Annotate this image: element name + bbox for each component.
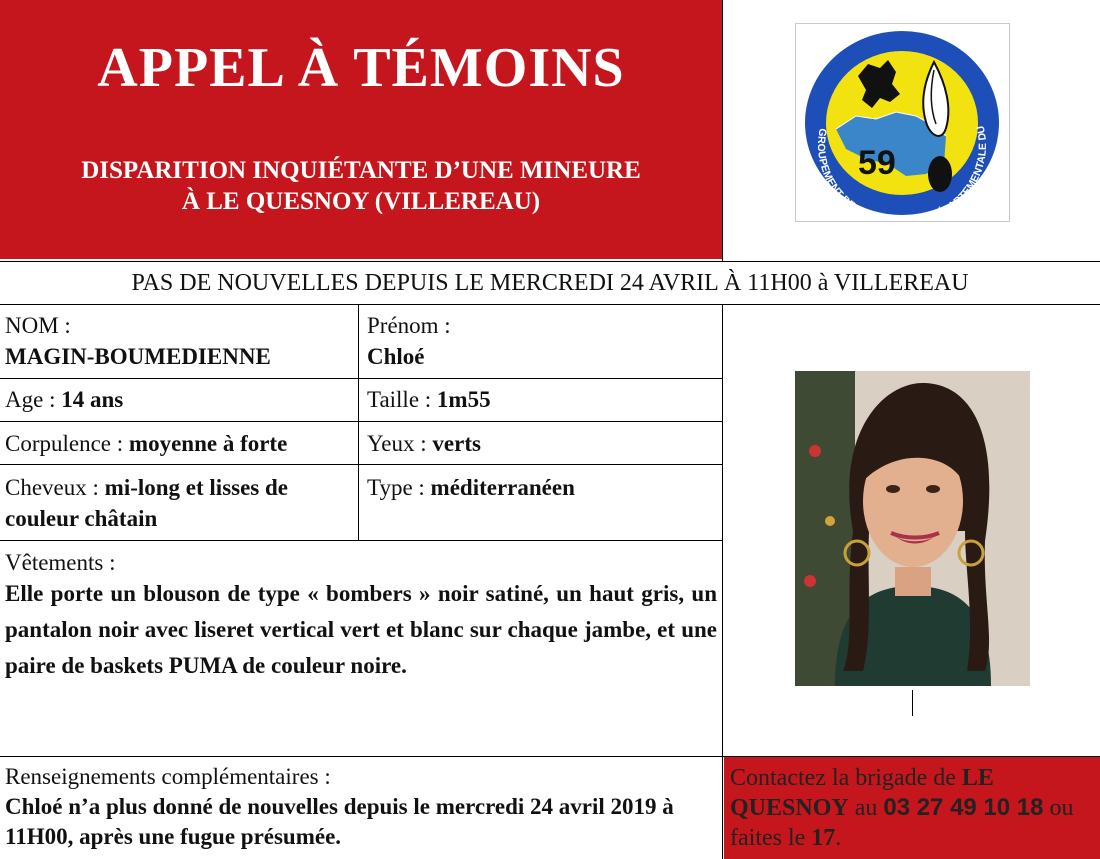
cheveux-cell [5, 472, 350, 534]
poster-subtitle [0, 155, 722, 217]
prenom-value: Chloé [367, 344, 425, 369]
nom-value: MAGIN-BOUMEDIENNE [5, 344, 271, 369]
poster-title: APPEL À TÉMOINS [97, 37, 625, 99]
vetements-section [5, 548, 717, 684]
renseignements-section [5, 762, 717, 852]
prenom-label: Prénom : [367, 313, 451, 338]
taille-label: Taille : [367, 387, 437, 412]
contact-suffix: ou faites le [730, 795, 1074, 851]
age-cell [5, 384, 355, 415]
cheveux-value: mi-long et lisses de couleur châtain [5, 475, 289, 531]
corpulence-value: moyenne à forte [128, 431, 288, 456]
taille-cell [367, 384, 717, 415]
contact-box [724, 757, 1100, 859]
portrait-photo-icon [795, 371, 1030, 686]
age-value: 14 ans [61, 387, 124, 412]
type-value: méditerranéen [430, 475, 575, 500]
subtitle-line-2: À LE QUESNOY (VILLEREAU) [181, 188, 541, 215]
yeux-label: Yeux : [367, 431, 433, 456]
prenom-cell [367, 310, 717, 372]
corpulence-label: Corpulence : [5, 431, 129, 456]
logo-number: 59 [858, 144, 896, 182]
corpulence-cell [5, 428, 357, 459]
taille-value: 1m55 [436, 387, 491, 412]
logo-ring-text: GROUPEMENT DE GENDA IE DÉPARTEMENTALE DU [814, 124, 990, 221]
contact-brigade: LE QUESNOY [730, 765, 994, 821]
yeux-value: verts [432, 431, 481, 456]
contact-end: . [835, 825, 842, 851]
missing-person-photo [795, 371, 1030, 686]
contact-middle: au [848, 795, 884, 821]
type-cell [367, 472, 717, 503]
last-seen-banner: PAS DE NOUVELLES DEPUIS LE MERCREDI 24 AVRIL À 11H00 à VILLEREAU [131, 270, 969, 296]
age-label: Age : [5, 387, 62, 412]
type-label: Type : [367, 475, 431, 500]
contact-emergency-number[interactable]: 17 [811, 825, 836, 851]
contact-phone[interactable]: 03 27 49 10 18 [883, 794, 1044, 821]
vetements-label: Vêtements : [5, 550, 116, 575]
renseignements-text: Chloé n’a plus donné de nouvelles depuis le mercredi 24 avril 2019 à 11H00, après une fugue présumée. [5, 794, 674, 849]
nom-cell [5, 310, 355, 372]
contact-prefix: Contactez la brigade de [730, 765, 962, 791]
gendarmerie-emblem-icon [796, 24, 1009, 221]
subtitle-line-1: DISPARITION INQUIÉTANTE D’UNE MINEURE [81, 157, 641, 184]
gendarmerie-logo [795, 23, 1010, 222]
yeux-cell [367, 428, 717, 459]
renseignements-label: Renseignements complémentaires : [5, 764, 331, 789]
cheveux-label: Cheveux : [5, 475, 105, 500]
nom-label: NOM : [5, 313, 71, 338]
vetements-text: Elle porte un blouson de type « bombers » noir satiné, un haut gris, un pantalon noir avec liseret vertical vert et blanc sur chaque jambe, et une paire de baskets PUMA de couleur noire. [5, 581, 717, 678]
